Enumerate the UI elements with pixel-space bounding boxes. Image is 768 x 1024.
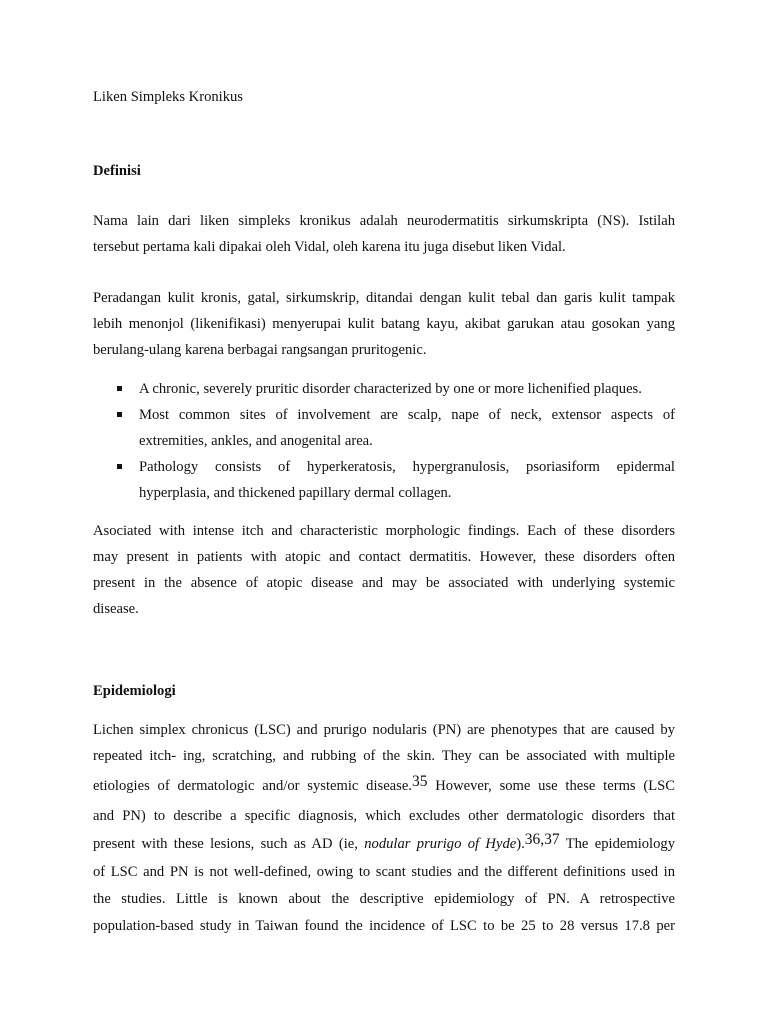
document-title: Liken Simpleks Kronikus — [93, 89, 243, 105]
bullet-list — [93, 376, 675, 506]
paragraph-definisi-1: Nama lain dari liken simpleks kronikus adalah neurodermatitis sirkumskripta (NS). Istilah tersebut pertama kali dipakai oleh Vidal, oleh karena itu juga disebut liken Vidal. — [93, 213, 675, 255]
list-item: Most common sites of involvement are scalp, nape of neck, extensor aspects of extremities, ankles, and anogenital area. — [93, 402, 675, 454]
citation-ref: 35 — [411, 773, 428, 790]
paragraph-definisi-2: Peradangan kulit kronis, gatal, sirkumskrip, ditandai dengan kulit tebal dan garis kulit tampak lebih menonjol (likenifikasi) menyerupai kulit batang kayu, akibat garukan atau gosokan yang berulang-ulang karena berbagai rangsangan pruritogenic. — [93, 290, 675, 358]
paragraph-epidemiologi: Lichen simplex chronicus (LSC) and prurigo nodularis (PN) are phenotypes that are caused by repeated itch- ing, scratching, and rubbing of the skin. They can be associated with multiple etiologies of dermatologic and/or systemic disease.$^{35}$ However, some use these terms (LSC and PN) to describe a specific diagnosis, which excludes other dermatologic disorders that present with these lesions, such as AD (ie, nodular prurigo of Hyde).$^{36,37}$ The epidemiology of LSC and PN is not well-defined, owing to scant studies and the different definitions used in the studies. Little is known about the descriptive epidemiology of PN. A retrospective population-based study in Taiwan found the incidence of LSC to be 25 to 28 versus 17.8 per — [93, 722, 676, 934]
list-item: Pathology consists of hyperkeratosis, hypergranulosis, psoriasiform epidermal hyperplasia, and thickened papillary dermal collagen. — [93, 454, 675, 506]
section-heading-definisi: Definisi — [93, 163, 141, 179]
section-heading-epidemiologi: Epidemiologi — [93, 683, 176, 699]
square-bullet-icon — [117, 464, 122, 469]
paragraph-definisi-3: Asociated with intense itch and characteristic morphologic findings. Each of these disorders may present in patients with atopic and contact dermatitis. However, these disorders often present in the absence of atopic disease and may be associated with underlying systemic disease. — [93, 523, 675, 617]
square-bullet-icon — [117, 412, 122, 417]
list-item: A chronic, severely pruritic disorder characterized by one or more lichenified plaques. — [93, 376, 675, 402]
line-with-citation: present with these lesions, such as AD (ie, nodular prurigo of Hyde).$^{36,37}$ The epidemiology — [93, 831, 675, 852]
line-with-citation: etiologies of dermatologic and/or systemic disease.$^{35}$ However, some use these terms (LSC — [93, 773, 676, 794]
square-bullet-icon — [117, 386, 122, 391]
citation-ref: 36,37 — [524, 831, 560, 848]
